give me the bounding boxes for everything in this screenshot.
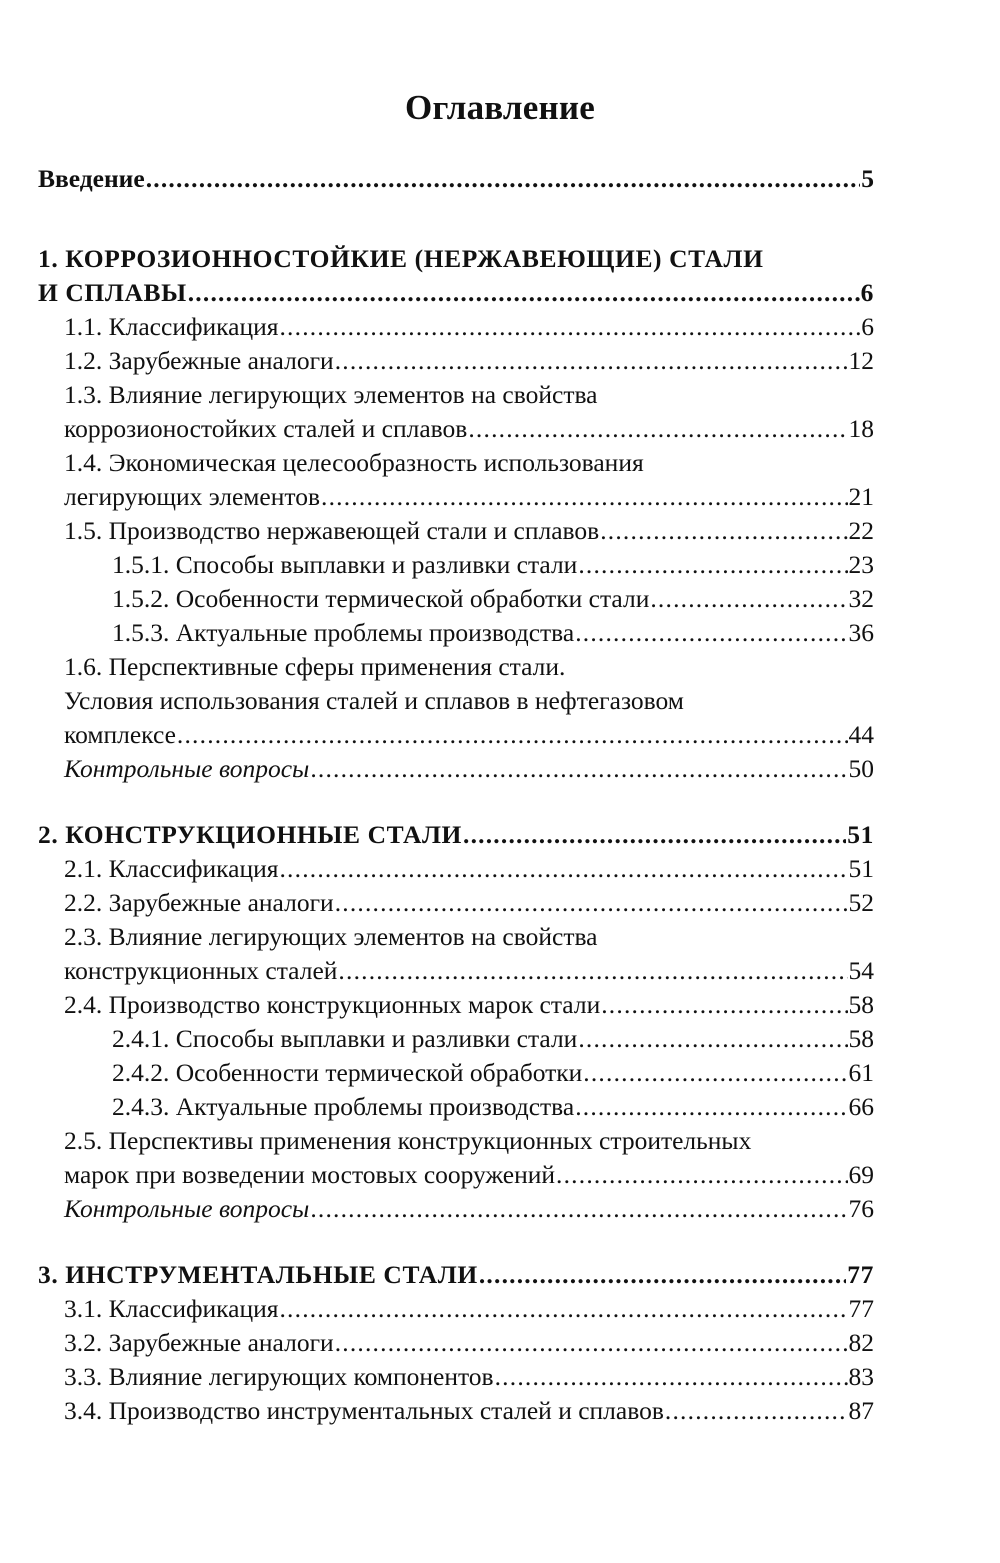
toc-entry[interactable] <box>38 1124 874 1158</box>
dot-leader <box>310 1192 847 1226</box>
toc-entry-label: 1.2. Зарубежные аналоги <box>64 346 334 375</box>
dot-leader <box>575 616 847 650</box>
chapter-label: 3. ИНСТРУМЕНТАЛЬНЫЕ СТАЛИ <box>38 1260 478 1289</box>
dot-leader <box>600 514 847 548</box>
toc-entry-continuation[interactable] <box>38 718 874 752</box>
toc-page-number: 51 <box>848 854 874 883</box>
toc-entry[interactable] <box>38 378 874 412</box>
dot-leader <box>321 480 848 514</box>
toc-entry-continuation[interactable] <box>38 684 874 718</box>
toc-entry-continuation[interactable] <box>38 480 874 514</box>
dot-leader <box>335 344 848 378</box>
toc-page-number: 82 <box>848 1328 874 1357</box>
toc-page-number: 54 <box>848 956 874 985</box>
toc-entry-label: 1.5.1. Способы выплавки и разливки стали <box>112 550 578 579</box>
toc-entry[interactable] <box>38 446 874 480</box>
toc-entry-review-questions[interactable] <box>38 752 874 786</box>
dot-leader <box>463 818 846 852</box>
toc-page-number: 83 <box>848 1362 874 1391</box>
toc-entry-chapter-2[interactable] <box>38 818 874 852</box>
toc-page-number: 50 <box>848 754 874 783</box>
dot-leader <box>310 752 847 786</box>
toc-page-number: 32 <box>848 584 874 613</box>
toc-page-number: 87 <box>848 1396 874 1425</box>
toc-entry-label: 3.2. Зарубежные аналоги <box>64 1328 334 1357</box>
toc-entry[interactable] <box>38 852 874 886</box>
dot-leader <box>601 988 847 1022</box>
toc-page-number: 66 <box>848 1092 874 1121</box>
toc-page-number: 44 <box>848 720 874 749</box>
toc-entry-review-questions[interactable] <box>38 1192 874 1226</box>
toc-entry[interactable] <box>38 310 874 344</box>
spacer <box>38 1226 874 1258</box>
toc-page-number: 12 <box>848 346 874 375</box>
dot-leader <box>279 310 860 344</box>
dot-leader <box>578 1022 847 1056</box>
toc-entry-label: 1.1. Классификация <box>64 312 279 341</box>
toc-page-number: 5 <box>861 164 874 193</box>
toc-entry-label: Введение <box>38 164 145 193</box>
chapter-label: 1. КОРРОЗИОННОСТОЙКИЕ (НЕРЖАВЕЮЩИЕ) СТАЛИ <box>38 244 764 273</box>
toc-page-number: 18 <box>848 414 874 443</box>
toc-entry-chapter-3[interactable] <box>38 1258 874 1292</box>
toc-page-number: 52 <box>848 888 874 917</box>
toc-entry-label: 1.6. Перспективные сферы применения стали. <box>64 652 566 681</box>
toc-entry-label: 2.4.1. Способы выплавки и разливки стали <box>112 1024 578 1053</box>
dot-leader <box>575 1090 847 1124</box>
dot-leader <box>468 412 847 446</box>
toc-entry-label: 1.5.2. Особенности термической обработки стали <box>112 584 650 613</box>
toc-entry-label: комплексе <box>64 720 176 749</box>
dot-leader <box>146 162 861 196</box>
toc-page-number: 61 <box>848 1058 874 1087</box>
toc-entry-label: 2.2. Зарубежные аналоги <box>64 888 334 917</box>
toc-subentry[interactable] <box>38 582 874 616</box>
toc-page-number: 58 <box>848 990 874 1019</box>
toc-entry[interactable] <box>38 1292 874 1326</box>
toc-entry-label: Контрольные вопросы <box>64 1194 310 1223</box>
toc-page-number: 69 <box>848 1160 874 1189</box>
toc-page-number: 58 <box>848 1024 874 1053</box>
spacer <box>38 786 874 818</box>
toc-entry-label: 2.4.2. Особенности термической обработки <box>112 1058 583 1087</box>
toc-entry-label: 2.4. Производство конструкционных марок стали <box>64 990 601 1019</box>
toc-entry[interactable] <box>38 650 874 684</box>
toc-entry-label: коррозионостойких сталей и сплавов <box>64 414 468 443</box>
toc-entry[interactable] <box>38 344 874 378</box>
toc-subentry[interactable] <box>38 1022 874 1056</box>
toc-page-number: 77 <box>848 1294 874 1323</box>
toc-entry-label: 3.1. Классификация <box>64 1294 279 1323</box>
dot-leader <box>279 1292 847 1326</box>
toc-entry-chapter-1[interactable] <box>38 276 874 310</box>
toc-page-number: 6 <box>861 312 874 341</box>
dot-leader <box>335 1326 848 1360</box>
toc-entry[interactable] <box>38 514 874 548</box>
toc-subentry[interactable] <box>38 1090 874 1124</box>
toc-entry[interactable] <box>38 1360 874 1394</box>
toc-entry-label: конструкционных сталей <box>64 956 338 985</box>
toc-entry-label: 2.3. Влияние легирующих элементов на свойства <box>64 922 598 951</box>
toc-entry-label: легирующих элементов <box>64 482 320 511</box>
dot-leader <box>583 1056 847 1090</box>
toc-subentry[interactable] <box>38 1056 874 1090</box>
toc-entry[interactable] <box>38 1394 874 1428</box>
toc-entry-label: 1.5.3. Актуальные проблемы производства <box>112 618 575 647</box>
dot-leader <box>338 954 847 988</box>
toc-entry[interactable] <box>38 988 874 1022</box>
chapter-label: И СПЛАВЫ <box>38 278 187 307</box>
toc-entry-label: 1.5. Производство нержавеющей стали и сплавов <box>64 516 600 545</box>
dot-leader <box>279 852 847 886</box>
toc-entry-continuation[interactable] <box>38 954 874 988</box>
toc-entry-label: Условия использования сталей и сплавов в нефтегазовом <box>64 686 684 715</box>
toc-page-number: 22 <box>848 516 874 545</box>
toc-entry-intro[interactable] <box>38 162 874 196</box>
chapter-label: 2. КОНСТРУКЦИОННЫЕ СТАЛИ <box>38 820 462 849</box>
dot-leader <box>665 1394 848 1428</box>
dot-leader <box>479 1258 846 1292</box>
toc-entry-label: 2.5. Перспективы применения конструкционных строительных <box>64 1126 752 1155</box>
dot-leader <box>578 548 847 582</box>
dot-leader <box>188 276 860 310</box>
dot-leader <box>650 582 847 616</box>
toc-subentry[interactable] <box>38 616 874 650</box>
toc-entry-label: 1.3. Влияние легирующих элементов на свойства <box>64 380 598 409</box>
toc-entry[interactable] <box>38 1326 874 1360</box>
toc-entry-label: Контрольные вопросы <box>64 754 310 783</box>
toc-entry-label: 3.4. Производство инструментальных сталей и сплавов <box>64 1396 664 1425</box>
toc-subentry[interactable] <box>38 548 874 582</box>
spacer <box>38 196 874 242</box>
toc-entry-label: 3.3. Влияние легирующих компонентов <box>64 1362 494 1391</box>
toc-entry-label: 2.1. Классификация <box>64 854 279 883</box>
toc-entry-label: 1.4. Экономическая целесообразность использования <box>64 448 644 477</box>
dot-leader <box>495 1360 848 1394</box>
toc-page-number: 51 <box>847 820 874 849</box>
toc-entry-continuation[interactable] <box>38 412 874 446</box>
toc-page-number: 21 <box>848 482 874 511</box>
toc-entry-label: марок при возведении мостовых сооружений <box>64 1160 556 1189</box>
toc-entry-label: 2.4.3. Актуальные проблемы производства <box>112 1092 575 1121</box>
dot-leader <box>177 718 848 752</box>
toc-page-number: 36 <box>848 618 874 647</box>
toc-entry-continuation[interactable] <box>38 1158 874 1192</box>
dot-leader <box>556 1158 847 1192</box>
toc-page-number: 76 <box>848 1194 874 1223</box>
page-title: Оглавление <box>405 88 595 127</box>
toc-entry[interactable] <box>38 886 874 920</box>
table-of-contents <box>38 162 874 1428</box>
chapter-1-title-line[interactable] <box>38 242 874 276</box>
toc-page-number: 23 <box>848 550 874 579</box>
dot-leader <box>335 886 848 920</box>
toc-page-number: 77 <box>847 1260 874 1289</box>
toc-page-number: 6 <box>860 278 874 307</box>
toc-entry[interactable] <box>38 920 874 954</box>
